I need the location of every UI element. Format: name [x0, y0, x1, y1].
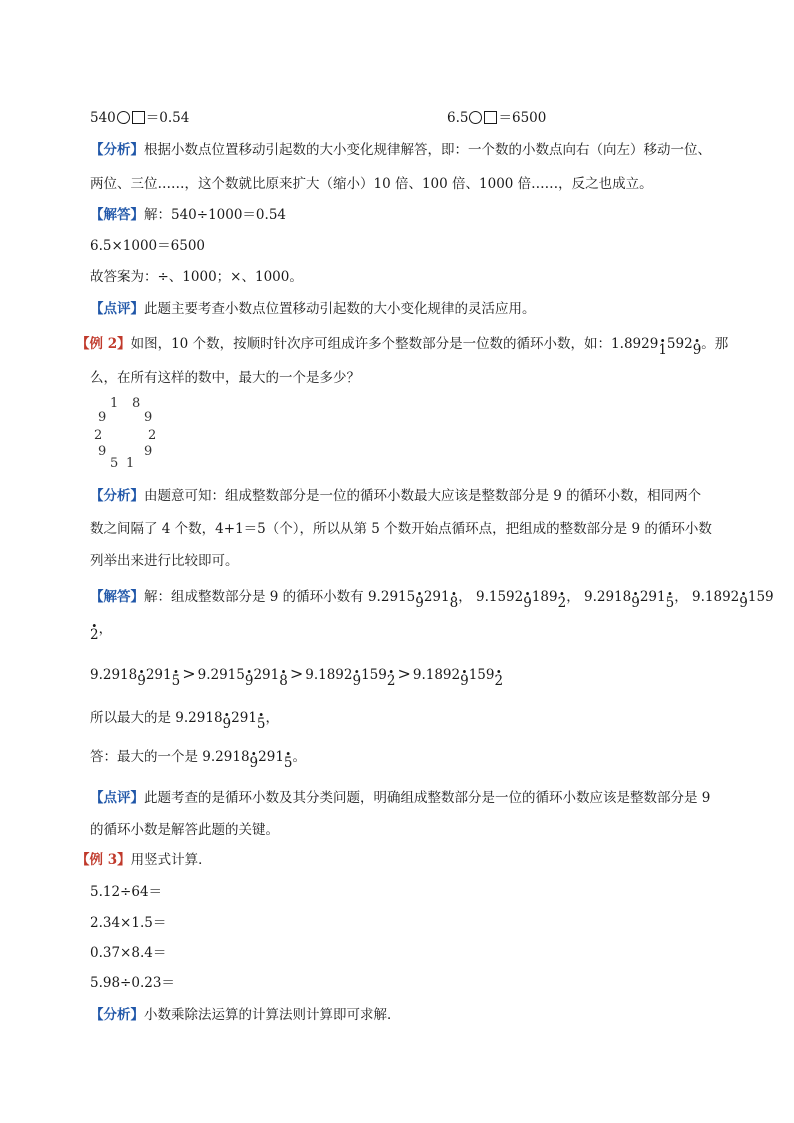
comment-text: 的循环小数是解答此题的关键。 — [90, 822, 279, 838]
answer-text: 6.5×1000＝6500 — [90, 238, 205, 254]
analysis-text: 数之间隔了 4 个数，4+1＝5（个），所以从第 5 个数开始点循环点，把组成的整数部分是 9 的循环小数 — [90, 521, 712, 537]
comment-tag: 【点评】 — [90, 301, 144, 317]
repeating-number: 9.2918· 9291· 5 — [175, 710, 265, 726]
eq2-right: ＝6500 — [498, 110, 547, 126]
ring-number: 1 — [110, 396, 119, 411]
repeat-digit: · 9 — [693, 342, 702, 358]
ex1-analysis-line-1 — [90, 138, 711, 158]
answer-text: 解：540÷1000＝0.54 — [144, 207, 286, 223]
repeat-digit: · 2 — [90, 627, 99, 643]
analysis-tag: 【分析】 — [90, 142, 144, 158]
repeating-number: 9.2918· 9291· 5 — [90, 667, 180, 683]
comment-text: 此题主要考查小数点位置移动引起数的大小变化规律的灵活应用。 — [144, 301, 536, 317]
blank-square — [484, 111, 497, 124]
blank-square — [132, 111, 145, 124]
ring-number: 9 — [144, 410, 153, 425]
question-text: 。那 — [701, 336, 729, 352]
question-text: 592 — [666, 336, 693, 352]
ring-number: 8 — [132, 396, 141, 411]
max-line: 所以最大的是 9.2918· 9291· 5， — [90, 706, 279, 726]
ex2-question-line-1 — [76, 332, 729, 358]
ring-number: 9 — [98, 410, 107, 425]
equation-2 — [447, 106, 546, 126]
analysis-tag: 【分析】 — [90, 1007, 144, 1023]
final-answer-line: 答：最大的一个是 9.2918· 9291· 5。 — [90, 745, 306, 765]
question-text: 么，在所有这样的数中，最大的一个是多少？ — [90, 370, 360, 386]
comment-text: 此题考查的是循环小数及其分类问题，明确组成整数部分是一位的循环小数应该是整数部分是 9 — [144, 790, 711, 806]
number-ring-figure — [90, 394, 160, 474]
ring-number: 5 — [110, 456, 119, 471]
repeat-digit: · 1 — [658, 342, 667, 358]
repeating-number: 9.2915· 9291· 8 — [368, 589, 458, 605]
equation-row-1 — [90, 106, 547, 126]
answer-tag: 【解答】 — [90, 207, 144, 223]
ex3-question-line — [76, 848, 212, 868]
ex1-answer-line-1 — [90, 203, 286, 223]
ex2-question-line-2 — [90, 366, 360, 386]
ring-number: 9 — [98, 444, 107, 459]
ex1-answer-line-2 — [90, 234, 205, 254]
repeating-number: 9.1592· 9189· 2 — [476, 589, 566, 605]
repeating-number: 9.2915· 9291· 8 — [198, 667, 288, 683]
analysis-text: 列举出来进行比较即可。 — [90, 553, 239, 569]
ex2-comment-line-1 — [90, 786, 710, 806]
ex2-answer-line-1: 【解答】解：组成整数部分是 9 的循环小数有 9.2915· 9291· 8， 9.1592· 9189· 2， 9.2918· 9291· 5， 9.1892· 9159 — [90, 585, 774, 605]
analysis-text: 根据小数点位置移动引起数的大小变化规律解答，即：一个数的小数点向右（向左）移动一位、 — [144, 142, 711, 158]
ex1-analysis-line-2 — [90, 172, 653, 192]
example-tag: 【例 3】 — [76, 852, 131, 868]
example-tag: 【例 2】 — [76, 336, 131, 352]
ring-number: 9 — [144, 444, 153, 459]
ex2-analysis-line-2 — [90, 517, 712, 537]
comparison-line: 9.2918· 9291· 5 > 9.2915· 9291· 8 > 9.1892· 9159· 2 > 9.1892· 9159· 2 — [90, 664, 503, 683]
ex2-comment-line-2 — [90, 818, 279, 838]
question-text: 用竖式计算． — [130, 852, 212, 868]
blank-circle — [117, 111, 130, 124]
analysis-text: 由题意可知：组成整数部分是一位的循环小数最大应该是整数部分是 9 的循环小数，相同两个 — [144, 488, 702, 504]
blank-circle — [469, 111, 482, 124]
ex1-answer-line-3 — [90, 265, 303, 285]
repeating-number: 9.1892· 9159· 2 — [305, 667, 395, 683]
ex2-answer-line-2: · 2， — [90, 617, 112, 637]
calc-item: 5.12÷64＝ — [90, 884, 163, 900]
ex1-comment-line — [90, 297, 536, 317]
repeating-number: 9.1892· 9159 — [692, 589, 774, 605]
ex2-analysis-line-1 — [90, 484, 701, 504]
ring-number: 1 — [126, 456, 135, 471]
answer-tag: 【解答】 — [90, 589, 144, 605]
comment-tag: 【点评】 — [90, 790, 144, 806]
calc-item: 5.98÷0.23＝ — [90, 975, 175, 991]
answer-text: 解：组成整数部分是 9 的循环小数有 — [144, 589, 364, 605]
ring-number: 2 — [148, 428, 157, 443]
repeating-number: 9.2918· 9291· 5 — [202, 749, 292, 765]
ring-number: 2 — [94, 428, 103, 443]
analysis-text: 小数乘除法运算的计算法则计算即可求解． — [144, 1007, 401, 1023]
analysis-tag: 【分析】 — [90, 488, 144, 504]
ex3-analysis-line — [90, 1003, 401, 1023]
calc-item: 0.37×8.4＝ — [90, 945, 167, 961]
ex2-analysis-line-3 — [90, 549, 239, 569]
eq2-left: 6.5 — [447, 110, 469, 126]
answer-text: 故答案为：÷、1000；×、1000。 — [90, 269, 303, 285]
eq1-right: ＝0.54 — [145, 110, 190, 126]
question-text: 如图，10 个数，按顺时针次序可组成许多个整数部分是一位数的循环小数，如：1.8929 — [130, 336, 659, 352]
eq1-left: 540 — [90, 110, 116, 126]
calc-item: 2.34×1.5＝ — [90, 915, 167, 931]
repeating-number: 9.1892· 9159· 2 — [413, 667, 503, 683]
analysis-text: 两位、三位……，这个数就比原来扩大（缩小）10 倍、100 倍、1000 倍……，反之也成立。 — [90, 176, 653, 192]
repeating-number: 9.2918· 9291· 5 — [584, 589, 674, 605]
